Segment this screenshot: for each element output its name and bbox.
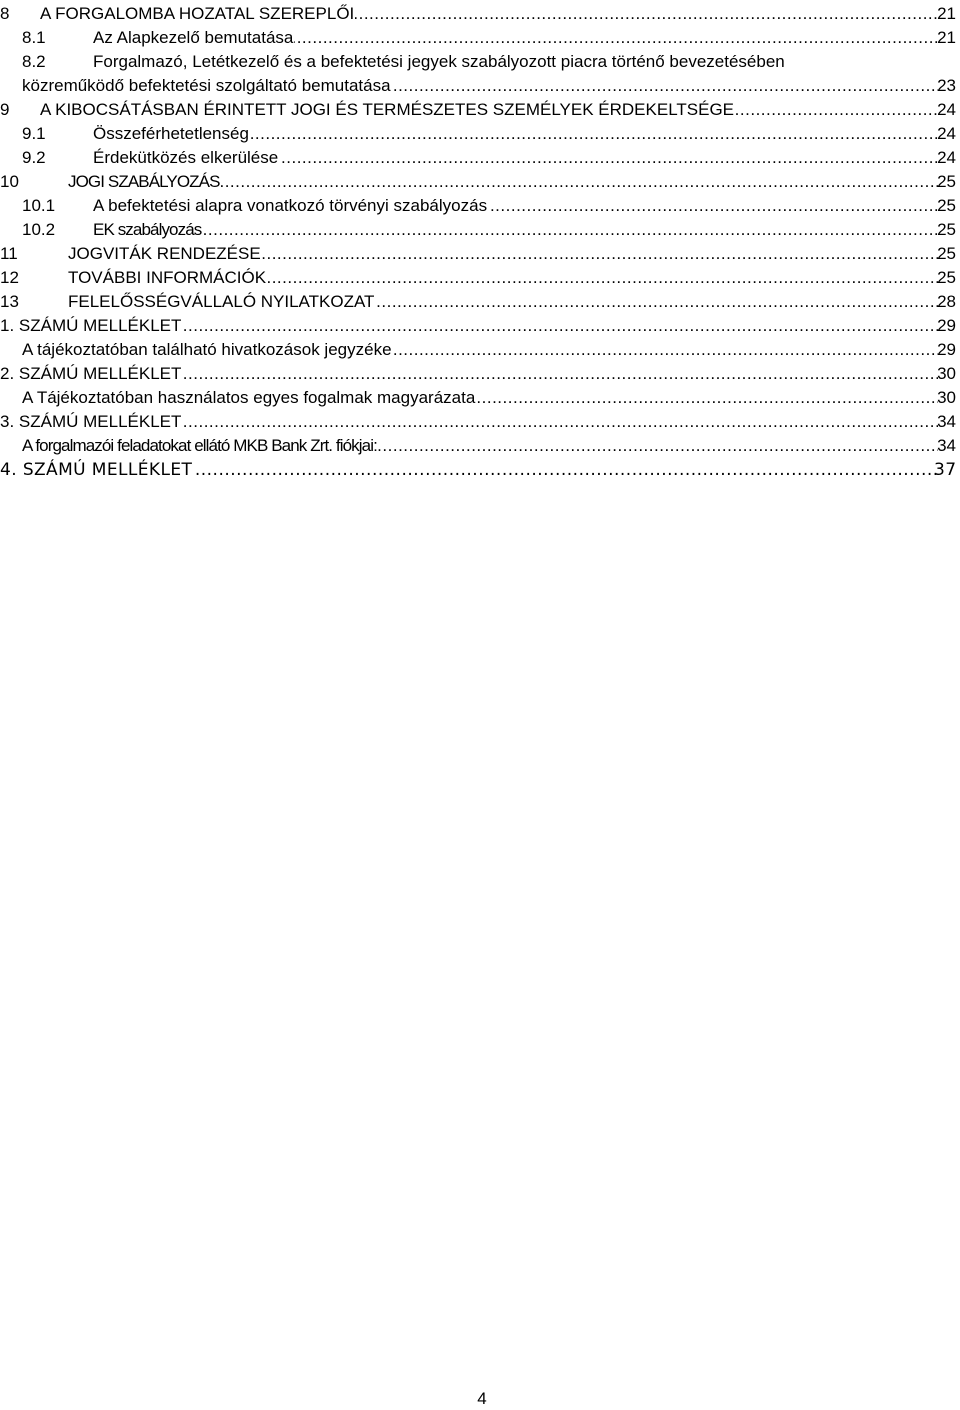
toc-entry-number: 8.2: [22, 52, 46, 71]
toc-entry-title: 1. SZÁMÚ MELLÉKLET: [0, 316, 182, 335]
toc-entry-page: 25: [937, 244, 956, 263]
toc-entry-page: 25: [937, 220, 956, 239]
toc-entry-number: 10: [0, 172, 19, 191]
toc-entry-page: 37: [934, 460, 957, 480]
toc-entry-title: A tájékoztatóban található hivatkozások jegyzéke: [22, 340, 392, 359]
toc-entry-title: A FORGALOMBA HOZATAL SZEREPLŐI: [40, 4, 355, 23]
toc-entry-title: A forgalmazói feladatokat ellátó MKB Bank Zrt. fiókjai:: [22, 436, 377, 455]
toc-entry[interactable]: [0, 338, 960, 362]
toc-entry[interactable]: [0, 362, 960, 386]
toc-entry[interactable]: [0, 146, 960, 170]
toc-entry-page: 30: [937, 364, 956, 383]
toc-entry-number: 8: [0, 4, 10, 23]
toc-entry[interactable]: [0, 122, 960, 146]
toc-entry-page: 25: [937, 196, 956, 215]
toc-entry-number: 9: [0, 100, 10, 119]
toc-entry-page: 25: [937, 268, 956, 287]
toc-entry-title: Összeférhetetlenség: [93, 124, 249, 143]
toc-entry-page: 34: [937, 436, 956, 455]
page-number: 4: [477, 1389, 487, 1408]
toc-entry-number: 10.1: [22, 196, 56, 215]
toc-entry-page: 29: [937, 340, 956, 359]
toc-entry-title: A Tájékoztatóban használatos egyes fogalmak magyarázata: [22, 388, 476, 407]
toc-entry[interactable]: [0, 26, 960, 50]
toc-entry-page: 21: [937, 4, 956, 23]
toc-entry[interactable]: [0, 290, 960, 314]
toc-entry[interactable]: [0, 266, 960, 290]
toc-entry[interactable]: [0, 410, 960, 434]
toc-entry[interactable]: [0, 218, 960, 242]
toc-entry[interactable]: [0, 314, 960, 338]
toc-entry[interactable]: [0, 386, 960, 410]
toc-entry-page: 34: [937, 412, 956, 431]
toc-entry-page: 28: [937, 292, 956, 311]
toc-entry-title: Az Alapkezelő bemutatása: [93, 28, 294, 47]
toc-entry[interactable]: [0, 170, 960, 194]
toc-entry-number: 9.1: [22, 124, 46, 143]
toc-entry[interactable]: [0, 194, 960, 218]
toc-entry-page: 30: [937, 388, 956, 407]
toc-entry-title: 2. SZÁMÚ MELLÉKLET: [0, 364, 182, 383]
toc-entry-number: 8.1: [22, 28, 46, 47]
toc-entry-number: 13: [0, 292, 19, 311]
toc-entry-title: FELELŐSSÉGVÁLLALÓ NYILATKOZAT: [68, 292, 375, 311]
toc-entry-page: 25: [937, 172, 956, 191]
toc-entry-page: 21: [937, 28, 956, 47]
toc-entry-number: 10.2: [22, 220, 56, 239]
toc-entry-title: TOVÁBBI INFORMÁCIÓK: [68, 268, 267, 287]
toc-entry[interactable]: [0, 98, 960, 122]
toc-entry-title: JOGI SZABÁLYOZÁS: [68, 172, 220, 191]
toc-entry-page: 24: [937, 148, 956, 167]
toc-entry[interactable]: [0, 242, 960, 266]
toc-entry-page: 24: [937, 100, 956, 119]
toc-entry-number: 9.2: [22, 148, 46, 167]
toc-entry-page: 24: [937, 124, 956, 143]
toc-entry-number: 11: [0, 244, 18, 263]
toc-entry[interactable]: [0, 50, 960, 98]
toc-entry-title: 4. SZÁMÚ MELLÉKLET: [0, 460, 193, 480]
toc-entry-page: 23: [937, 76, 956, 95]
toc-entry-number: 12: [0, 268, 19, 287]
toc-entry[interactable]: [0, 458, 960, 482]
toc-entry-title: Érdekütközés elkerülése: [93, 148, 279, 167]
toc-entry-page: 29: [937, 316, 956, 335]
toc-entry-title: 3. SZÁMÚ MELLÉKLET: [0, 412, 182, 431]
toc-entry-title: A KIBOCSÁTÁSBAN ÉRINTETT JOGI ÉS TERMÉSZETES SZEMÉLYEK ÉRDEKELTSÉGE: [40, 100, 735, 119]
toc-entry-title: EK szabályozás: [93, 220, 202, 239]
toc-entry-title-line2: közreműködő befektetési szolgáltató bemutatása: [22, 76, 391, 95]
toc-entry-title: JOGVITÁK RENDEZÉSE: [68, 244, 261, 263]
toc-entry[interactable]: [0, 2, 960, 26]
toc-entry[interactable]: [0, 434, 960, 458]
toc-entry-title-line1: Forgalmazó, Letétkezelő és a befektetési jegyek szabályozott piacra történő bevezetésében: [93, 52, 785, 71]
toc-entry-title: A befektetési alapra vonatkozó törvényi szabályozás: [93, 196, 488, 215]
